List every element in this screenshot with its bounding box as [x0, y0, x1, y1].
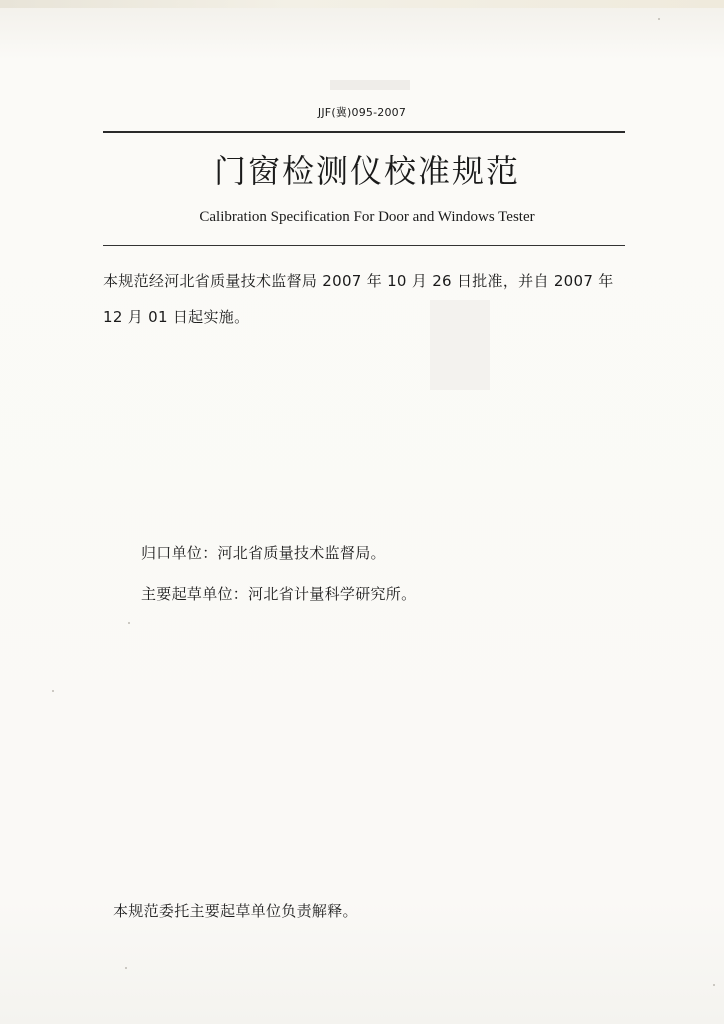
title-english: Calibration Specification For Door and Windows Tester — [199, 209, 535, 225]
document-code: JJF(冀)095-2007 — [317, 106, 407, 119]
scan-speck — [52, 690, 54, 692]
header-rule-top — [103, 131, 625, 133]
page-top-edge — [0, 0, 724, 8]
drafting-unit: 主要起草单位：河北省计量科学研究所。 — [141, 585, 417, 603]
title-chinese: 门窗检测仪校准规范 — [213, 152, 520, 190]
header-rule-bottom — [103, 245, 625, 246]
scan-speck — [658, 18, 660, 20]
interpretation-note: 本规范委托主要起草单位负责解释。 — [113, 902, 358, 920]
responsible-unit: 归口单位：河北省质量技术监督局。 — [141, 544, 386, 562]
scan-speck — [713, 984, 715, 986]
scan-speck — [128, 622, 130, 624]
approval-statement: 本规范经河北省质量技术监督局 2007 年 10 月 26 日批准，并自 2007 年 12 月 01 日起实施。 — [103, 272, 614, 326]
show-through-block — [330, 80, 410, 90]
scan-speck — [125, 967, 127, 969]
